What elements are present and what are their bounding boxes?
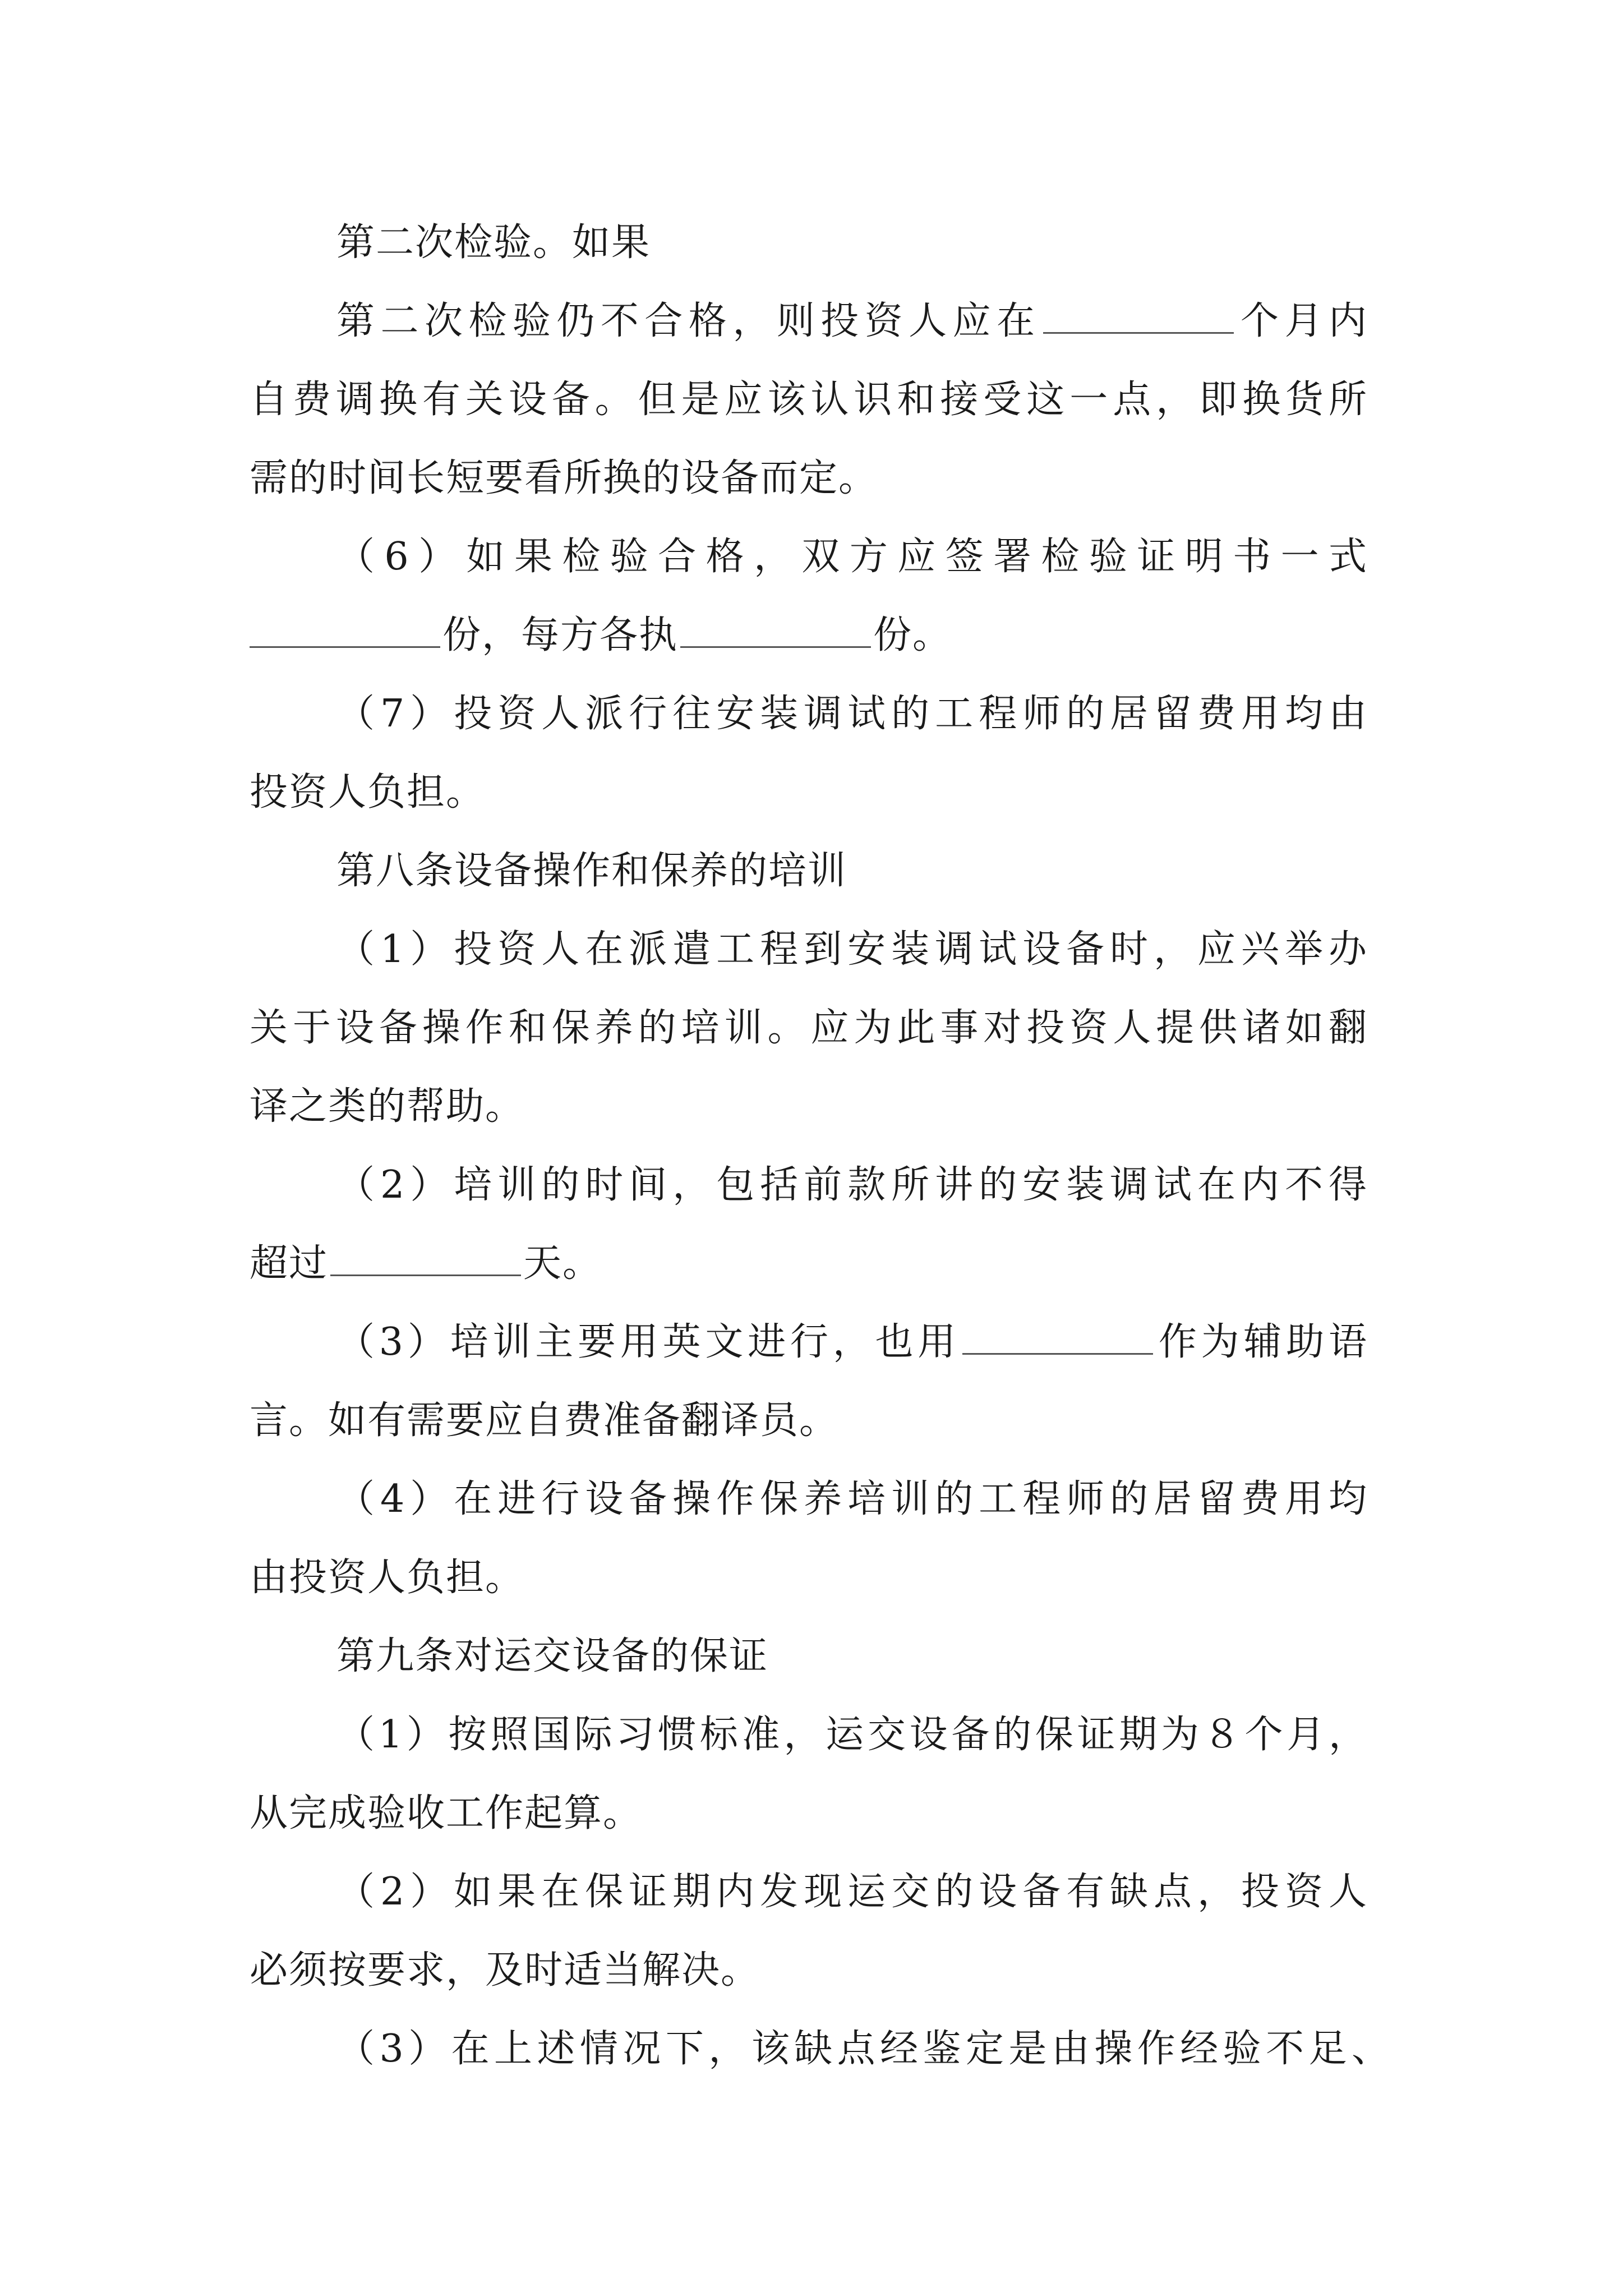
text-line [250,1774,642,1853]
text: （1）投资人在派遣工程到安装调试设备时，应兴举办 [336,927,1368,972]
text: 由投资人负担。 [250,1556,525,1600]
text: 需的时间长短要看所换的设备而定。 [250,456,878,500]
text: 超过 [250,1241,329,1286]
text: 天。 [523,1241,602,1286]
text: 译之类的帮助。 [250,1084,525,1129]
text-line [336,1696,1368,1774]
text: （4）在进行设备操作保养培训的工程师的居留费用均 [336,1477,1368,1521]
fill-in-blank [330,1243,521,1276]
text: 第八条设备操作和保养的培训 [336,849,847,893]
fill-in-blank [680,615,871,648]
text: 个月内 [1235,299,1368,343]
text-line [336,1853,1368,1931]
text: 言。如有需要应自费准备翻译员。 [250,1398,839,1443]
text-line [250,1225,602,1303]
text: 关于设备操作和保养的培训。应为此事对投资人提供诸如翻 [250,1006,1368,1050]
text: 份。 [873,613,952,657]
text-line [336,910,1368,989]
fill-in-blank [250,615,440,648]
text-line [336,675,1368,753]
text: 作为辅助语 [1155,1320,1368,1364]
fill-in-blank [1043,301,1234,334]
fill-in-blank [962,1322,1153,1355]
text: （7）投资人派行往安装调试的工程师的居留费用均由 [336,692,1368,736]
text: （3）在上述情况下，该缺点经鉴定是由操作经验不足、 [336,2027,1391,2071]
text-line [336,518,1368,596]
text: （2）培训的时间，包括前款所讲的安装调试在内不得 [336,1163,1368,1207]
section-heading [336,1617,768,1696]
text: 自费调换有关设备。但是应该认识和接受这一点，即换货所 [250,378,1368,422]
text: （6）如果检验合格，双方应签署检验证明书一式 [336,535,1368,579]
text: 第二次检验仍不合格，则投资人应在 [336,299,1041,343]
text-line [250,1068,524,1146]
text-line [336,204,651,282]
text-line [336,1146,1368,1225]
text: 第二次检验。如果 [336,220,651,265]
text-line [250,1539,524,1617]
text-line [336,2010,1391,2088]
text: （1）按照国际习惯标准，运交设备的保证期为８个月， [336,1713,1368,1757]
text-line [250,753,485,832]
text-line [250,596,952,675]
text: （3）培训主要用英文进行，也用 [336,1320,961,1364]
text-line [336,1460,1368,1539]
text: （2）如果在保证期内发现运交的设备有缺点，投资人 [336,1870,1368,1914]
text: 份，每方各执 [442,613,679,657]
text: 从完成验收工作起算。 [250,1791,643,1835]
text-line [250,439,878,518]
text-line [250,989,1368,1068]
text: 必须按要求，及时适当解决。 [250,1948,760,1993]
text-line [336,1303,1368,1382]
text-line [250,1931,760,2010]
text: 投资人负担。 [250,770,486,815]
text-line [336,282,1368,361]
text-line [250,361,1368,439]
text: 第九条对运交设备的保证 [336,1634,769,1678]
text-line [250,1382,838,1460]
section-heading [336,832,847,910]
